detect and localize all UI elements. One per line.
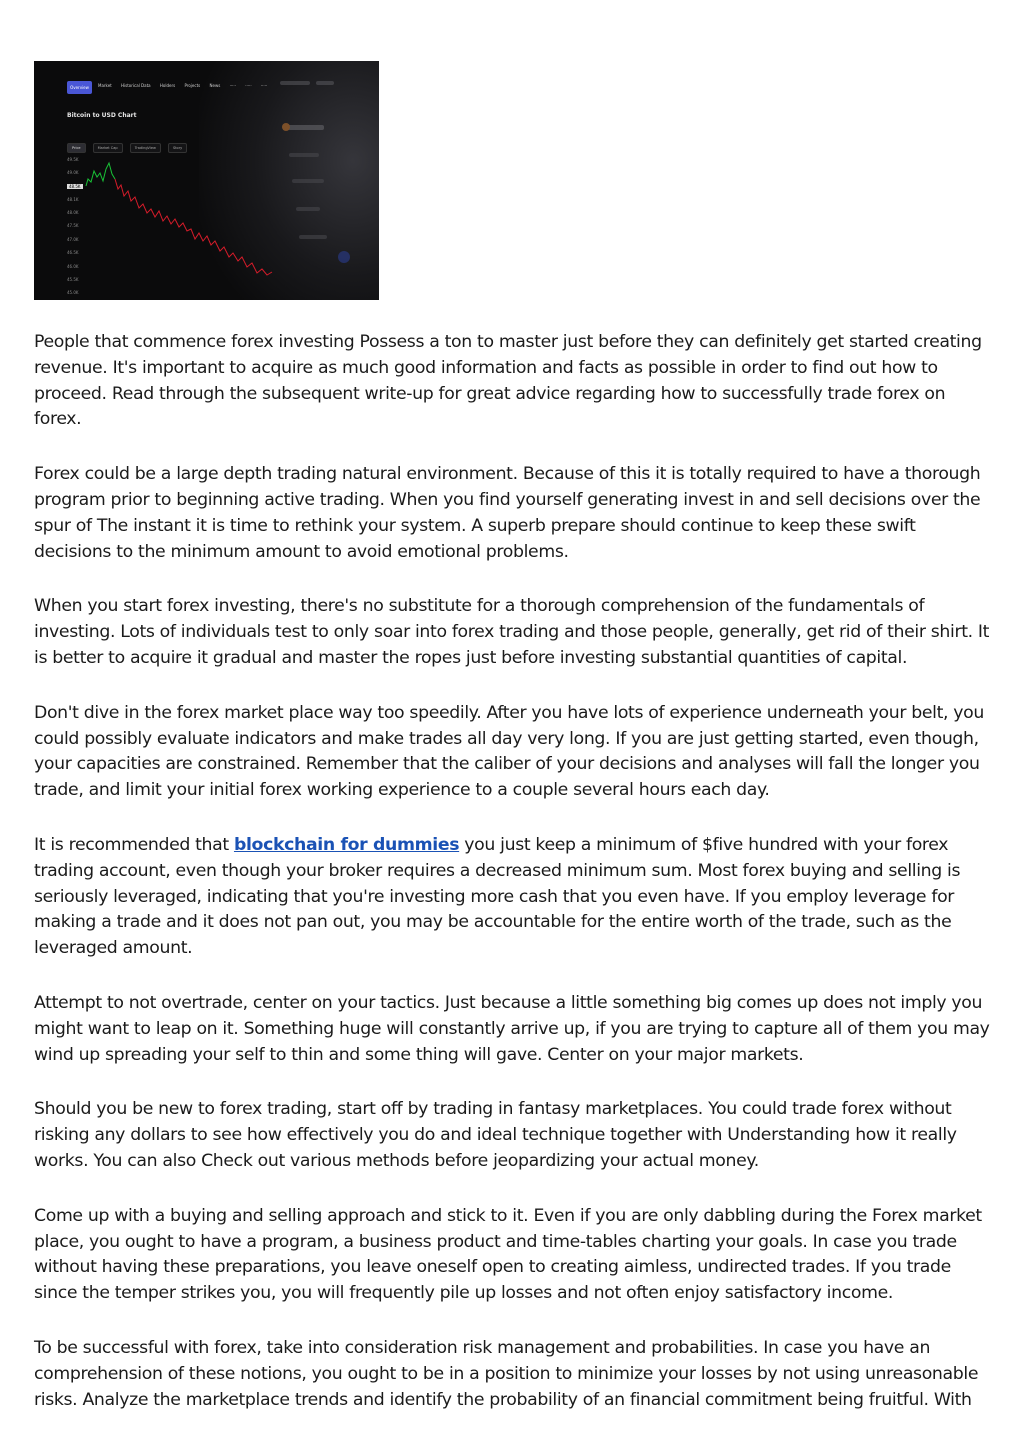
y-label: 45.0K (67, 290, 79, 295)
price-line-chart (34, 61, 379, 300)
y-label: 49.5K (67, 157, 79, 162)
pill-story: Story (168, 143, 187, 153)
pill-tradingview: TradingView (130, 143, 161, 153)
paragraph-4: Don't dive in the forex market place way too speedily. After you have lots of experience underneath your belt, you could possibly evaluate indicators and make trades all day very long. If you are just getting started, even though, your capacities are constrained. Remember that the caliber of your decisions and analyses will fall the longer you trade, and limit your initial forex working experience to a couple several hours each day. (34, 702, 985, 801)
paragraph-5 (34, 833, 994, 962)
tab-market: Market (98, 83, 112, 88)
pill-price: Price (67, 143, 86, 153)
paragraph-8: Come up with a buying and selling approach and stick to it. Even if you are only dabbling during the Forex market place, you ought to have a program, a business product and time-tables charting your goals. In case you trade without having these preparations, you leave oneself open to creating aimless, undirected trades. If you trade since the temper strikes you, you will frequently pile up losses and not often enjoy satisfactory income. (34, 1205, 982, 1304)
y-label: 48.0K (67, 210, 79, 215)
chart-title: Bitcoin to USD Chart (67, 112, 137, 119)
tab-more-3: ····· (260, 83, 268, 88)
pill-market-cap: Market Cap (93, 143, 123, 153)
y-label: 47.5K (67, 223, 79, 228)
tab-more-1: ····· (229, 83, 236, 88)
y-label: 46.5K (67, 250, 79, 255)
right-panel-blur (280, 81, 350, 263)
tab-news: News (209, 83, 221, 88)
paragraph-6: Attempt to not overtrade, center on your tactics. Just because a little something big comes up does not imply you might want to leap on it. Something huge will constantly arrive up, if you are trying to capture all of them you may wind up spreading your self to thin and some thing will gave. Center on your major markets. (34, 992, 990, 1065)
hero-image (34, 61, 379, 300)
paragraph-2: Forex could be a large depth trading natural environment. Because of this it is totally required to have a thorough program prior to beginning active trading. When you find yourself generating invest in and sell decisions over the spur of The instant it is time to rethink your system. A superb prepare should continue to keep these swift decisions to the minimum amount to avoid emotional problems. (34, 464, 981, 562)
y-label: 46.0K (67, 264, 79, 269)
paragraph-3: When you start forex investing, there's no substitute for a thorough comprehension of the fundamentals of investing. Lots of individuals test to only soar into forex trading and those people, generally, get rid of their shirt. It is better to acquire it gradual and master the ropes just before investing substantial quantities of capital. (34, 596, 990, 668)
paragraph-5-start: It is recommended that (34, 834, 234, 855)
tab-holders: Holders (159, 83, 176, 88)
y-label-highlight: 48.5K (69, 184, 81, 189)
price-line-up (86, 163, 115, 186)
tab-more-2: ····· (245, 83, 252, 88)
article-body (34, 330, 994, 1442)
chart-screen (34, 61, 379, 300)
tab-overview: Overview (67, 81, 92, 94)
y-label: 45.5K (67, 277, 79, 282)
y-label: 49.0K (67, 170, 79, 175)
blockchain-link[interactable]: blockchain for dummies (233, 834, 460, 855)
price-line-down (115, 179, 272, 275)
paragraph-1: People that commence forex investing Possess a ton to master just before they can definitely get started creating revenue. It's important to acquire as much good information and facts as possible in order to find out how to proceed. Read through the subsequent write-up for great advice regarding how to successfully trade forex on forex. (34, 332, 982, 430)
y-label: 48.1K (67, 197, 79, 202)
paragraph-5-rest: you just keep a minimum of $five hundred with your forex trading account, even though your broker requires a decreased minimum sum. Most forex buying and selling is seriously leveraged, indicating that you're investing more cash that you even have. If you employ leverage for making a trade and it does not pan out, you may be accountable for the entire worth of the trade, such as the leveraged amount. (34, 834, 961, 959)
paragraph-7: Should you be new to forex trading, start off by trading in fantasy marketplaces. You could trade forex without risking any dollars to see how effectively you do and ideal technique together with Understanding how it really works. You can also Check out various methods before jeopardizing your actual money. (34, 1099, 957, 1171)
y-label: 47.0K (67, 237, 79, 242)
tab-historical-data: Historical Data (121, 83, 151, 88)
tab-projects: Projects (184, 83, 201, 88)
paragraph-9: To be successful with forex, take into consideration risk management and probabilities. In case you have an comprehension of these notions, you ought to be in a position to minimize your losses by not using unreasonable risks. Analyze the marketplace trends and identify the probability of an financial commitment being fruitful. With (34, 1337, 979, 1410)
